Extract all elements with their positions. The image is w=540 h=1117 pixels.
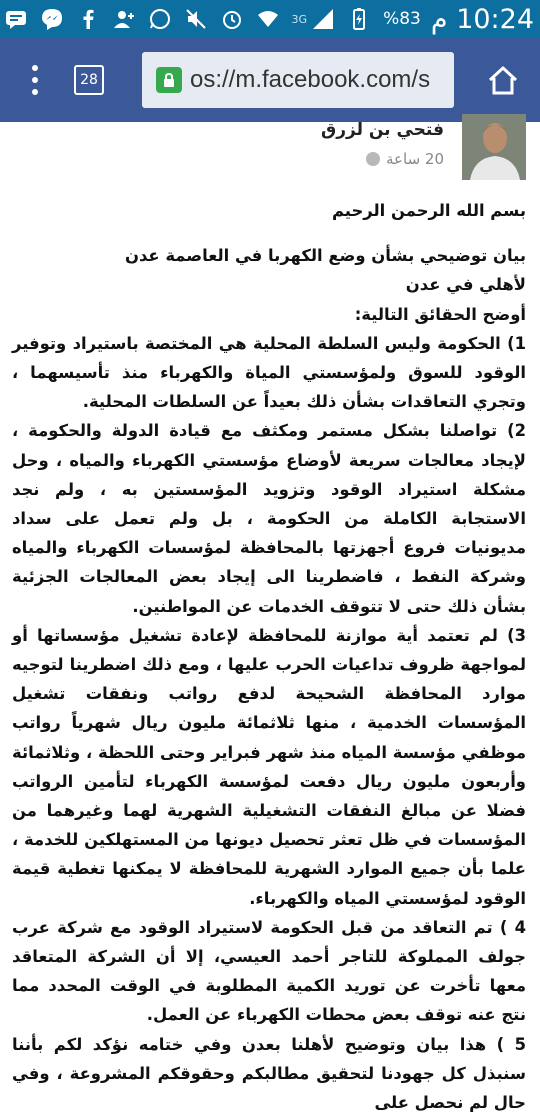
menu-icon[interactable]	[0, 38, 70, 122]
mute-icon	[184, 7, 208, 31]
network-type: 3G	[291, 12, 308, 26]
url-text: os://m.facebook.com/s	[190, 66, 431, 93]
tab-switcher-button[interactable]: 28	[74, 65, 104, 95]
battery-icon	[347, 7, 371, 31]
paragraph-point-3: 3) لم تعتمد أية موازنة للمحافظة لإعادة تشغيل مؤسساتها أو لمواجهة ظروف تداعيات الحرب عليها ، ومع ذلك اضطرينا لتوجيه موارد المحافظة الشحيحة لدفع رواتب ونفقات تشغيل المؤسسات الخدمية ، منها ثلاثمائة مليون ريال شهرياً رواتب موظفي مؤسسة المياه منذ شهر فبراير وحتى اللحظة ، وثلاثمائة وأربعون مليون ريال دفعت لمؤسسة الكهرباء لتأمين الرواتب فضلا عن مبالغ النفقات التشغيلية الشهرية لهما وغيرهما من المؤسسات في ظل تعثر تحصيل ديونها من المستهلكين للخدمة ، علما بأن جميع الموارد الشهرية للمحافظة لا يمكنها تغطية قيمة الوقود لمؤسستي المياه والكهرباء.	[12, 625, 526, 908]
globe-icon	[366, 152, 380, 166]
whatsapp-icon	[148, 7, 172, 31]
address-bar[interactable]	[142, 52, 454, 108]
browser-toolbar	[0, 38, 540, 122]
message-icon	[4, 7, 28, 31]
lock-icon	[156, 67, 182, 93]
messenger-icon	[40, 7, 64, 31]
clock: 10:24 م	[430, 3, 534, 35]
wifi-icon	[256, 7, 280, 31]
paragraph-point-1: 1) الحكومة وليس السلطة المحلية هي المختصة باستيراد وتوفير الوقود للسوق ولمؤسستي المياة والكهرباء منذ تأسيسهما ، وتجري التعاقدات بشأن ذلك بعيداً عن السلطات المحلية.	[12, 333, 526, 412]
alarm-icon	[220, 7, 244, 31]
avatar[interactable]	[462, 114, 526, 180]
add-friend-icon	[112, 7, 136, 31]
post-meta	[366, 150, 444, 168]
battery-percent: %83	[383, 9, 421, 29]
paragraph-intro: أوضح الحقائق التالية:	[354, 304, 526, 324]
paragraph-point-2: 2) تواصلنا بشكل مستمر ومكثف مع قيادة الدولة والحكومة ، لإيجاد معالجات سريعة لأوضاع مؤسستي الكهرباء والمياه ، وحل مشكلة استيراد الوقود وتزويد المؤسستين به ، ولم نجد الاستجابة الكاملة من الحكومة ، بل ولم تعمل على سداد مديونيات فروع أجهزتها بالمحافظة لمؤسسات الكهرباء والمياه وشركة النفط ، فاضطرينا الى إيجاد بعض المعالجات الجزئية بشأن ذلك حتى لا تتوقف الخدمات عن المواطنين.	[12, 421, 526, 616]
paragraph-point-4: 4 ) تم التعاقد من قبل الحكومة لاستيراد الوقود مع شركة عرب جولف المملوكة للتاجر أحمد العيسي، إلا أن الشركة المتعاقد معها تأخرت عن توريد الكمية المطلوبة في الوقت المحدد مما نتج عنه توقف بعض محطات الكهرباء عن العمل.	[12, 917, 526, 1025]
paragraph-title: بيان توضيحي بشأن وضع الكهربا في العاصمة عدن	[124, 246, 526, 266]
paragraph-greeting: لأهلي في عدن	[405, 275, 526, 295]
facebook-icon	[76, 7, 100, 31]
paragraph-point-5: 5 ) هذا بيان وتوضيح لأهلنا بعدن وفي ختامه نؤكد لكم بأننا سنبذل كل جهودنا لتحقيق مطالبكم وحقوقكم المشروعة ، وفي حال لم نحصل على	[12, 1034, 526, 1113]
post-time[interactable]: 20 ساعة	[386, 150, 444, 168]
author-name[interactable]: فتحي بن لزرق	[321, 120, 444, 140]
home-icon[interactable]	[486, 63, 520, 97]
post	[0, 120, 540, 1113]
paragraph-bismillah: بسم الله الرحمن الرحيم	[331, 201, 526, 220]
status-bar	[0, 0, 540, 38]
signal-icon	[311, 7, 335, 31]
post-body	[12, 196, 526, 1117]
